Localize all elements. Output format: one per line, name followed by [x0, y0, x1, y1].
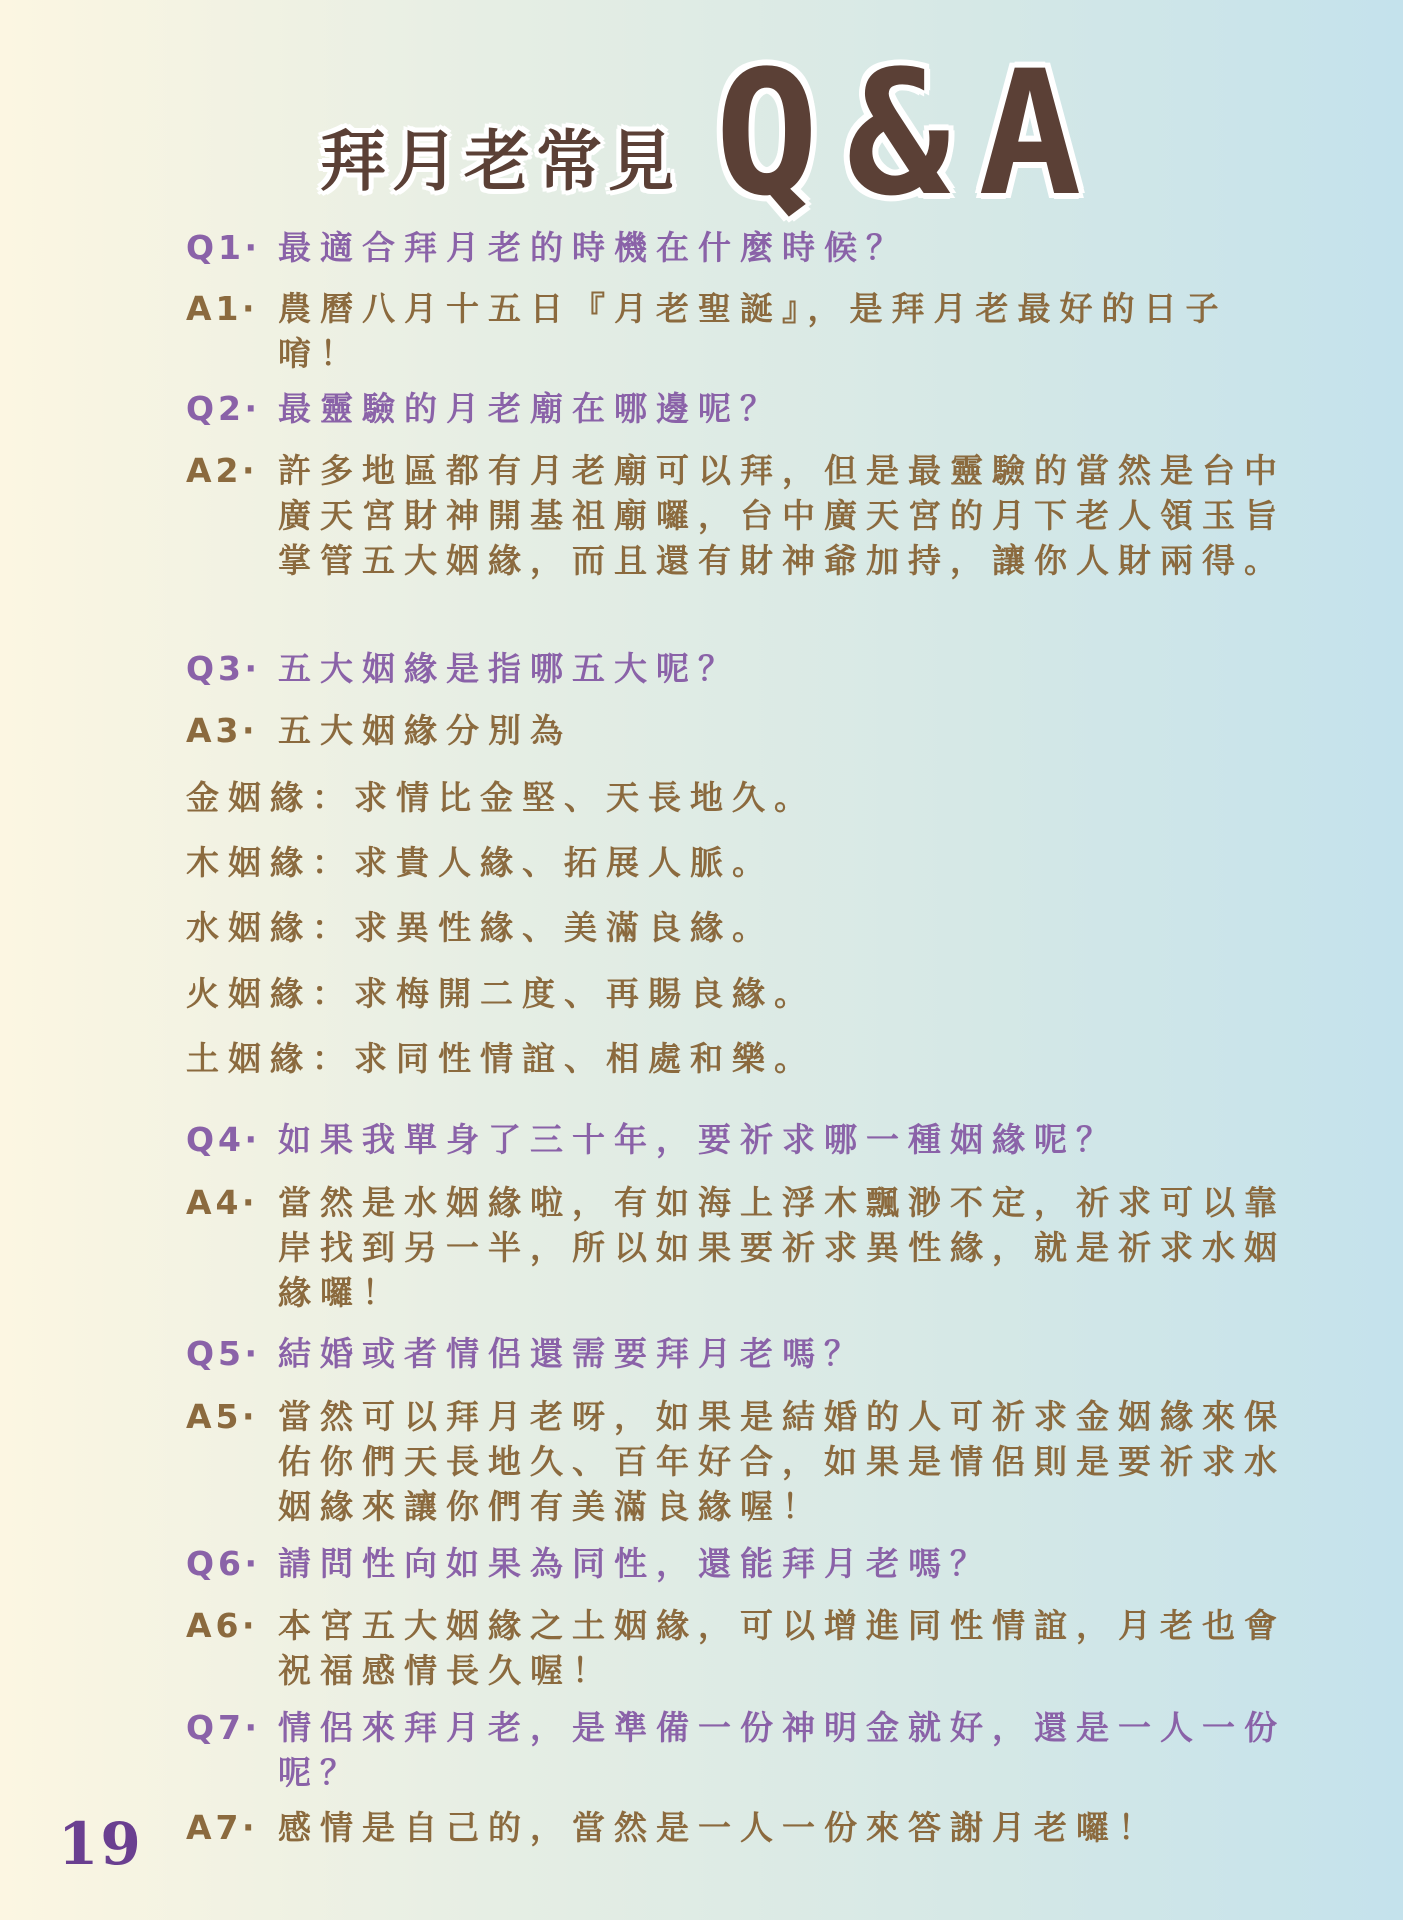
title-qa-pixel: Q&A [715, 33, 1110, 234]
answer-text: 農曆八月十五日『月老聖誕』，是拜月老最好的日子唷！ [278, 289, 1228, 373]
answer-label: A1‧ [186, 289, 258, 328]
element-water: 水姻緣：求異性緣、美滿良緣。 [186, 908, 774, 947]
answer-text: 當然可以拜月老呀，如果是結婚的人可祈求金姻緣來保佑你們天長地久、百年好合，如果是情侶則是要祈求水姻緣來讓你們有美滿良緣喔！ [278, 1397, 1286, 1526]
answer-2 [186, 448, 1288, 583]
question-3 [186, 646, 1288, 691]
question-label: Q3‧ [186, 649, 261, 688]
question-text: 五大姻緣是指哪五大呢？ [278, 649, 740, 688]
answer-label: A4‧ [186, 1183, 258, 1222]
answer-label: A7‧ [186, 1808, 258, 1847]
question-label: Q7‧ [186, 1708, 261, 1747]
question-text: 請問性向如果為同性，還能拜月老嗎？ [278, 1544, 992, 1583]
question-text: 結婚或者情侶還需要拜月老嗎？ [278, 1334, 866, 1373]
answer-text: 許多地區都有月老廟可以拜，但是最靈驗的當然是台中廣天宮財神開基祖廟囉，台中廣天宮的月下老人領玉旨掌管五大姻緣，而且還有財神爺加持，讓你人財兩得。 [278, 451, 1286, 580]
page-number: 19 [58, 1810, 143, 1878]
question-label: Q2‧ [186, 389, 261, 428]
answer-5 [186, 1394, 1288, 1529]
question-6 [186, 1541, 1288, 1586]
question-text: 如果我單身了三十年，要祈求哪一種姻緣呢？ [278, 1120, 1118, 1159]
title-chinese: 拜月老常見 [320, 123, 680, 200]
question-text: 最靈驗的月老廟在哪邊呢？ [278, 389, 782, 428]
question-label: Q1‧ [186, 228, 261, 267]
question-7 [186, 1705, 1308, 1795]
element-metal: 金姻緣：求情比金堅、天長地久。 [186, 778, 816, 817]
answer-1 [186, 286, 1288, 376]
question-5 [186, 1331, 1288, 1376]
answer-text: 感情是自己的，當然是一人一份來答謝月老囉！ [278, 1808, 1160, 1847]
answer-label: A3‧ [186, 711, 258, 750]
element-earth: 土姻緣：求同性情誼、相處和樂。 [186, 1039, 816, 1078]
answer-3 [186, 708, 1288, 753]
question-label: Q5‧ [186, 1334, 261, 1373]
question-4 [186, 1117, 1288, 1162]
question-2 [186, 386, 1288, 431]
answer-7 [186, 1805, 1288, 1850]
answer-label: A5‧ [186, 1397, 258, 1436]
answer-4 [186, 1180, 1288, 1315]
question-1 [186, 225, 1288, 270]
question-label: Q6‧ [186, 1544, 261, 1583]
answer-label: A6‧ [186, 1606, 258, 1645]
page-title [320, 33, 1120, 234]
answer-label: A2‧ [186, 451, 258, 490]
answer-text: 本宮五大姻緣之土姻緣，可以增進同性情誼，月老也會祝福感情長久喔！ [278, 1606, 1286, 1690]
answer-text: 五大姻緣分別為 [278, 711, 572, 750]
question-text: 情侶來拜月老，是準備一份神明金就好，還是一人一份呢？ [278, 1708, 1286, 1792]
answer-6 [186, 1603, 1308, 1693]
question-text: 最適合拜月老的時機在什麼時候？ [278, 228, 908, 267]
question-label: Q4‧ [186, 1120, 261, 1159]
element-fire: 火姻緣：求梅開二度、再賜良緣。 [186, 974, 816, 1013]
element-wood: 木姻緣：求貴人緣、拓展人脈。 [186, 843, 774, 882]
answer-text: 當然是水姻緣啦，有如海上浮木飄渺不定，祈求可以靠岸找到另一半，所以如果要祈求異性緣，就是祈求水姻緣囉！ [278, 1183, 1286, 1312]
